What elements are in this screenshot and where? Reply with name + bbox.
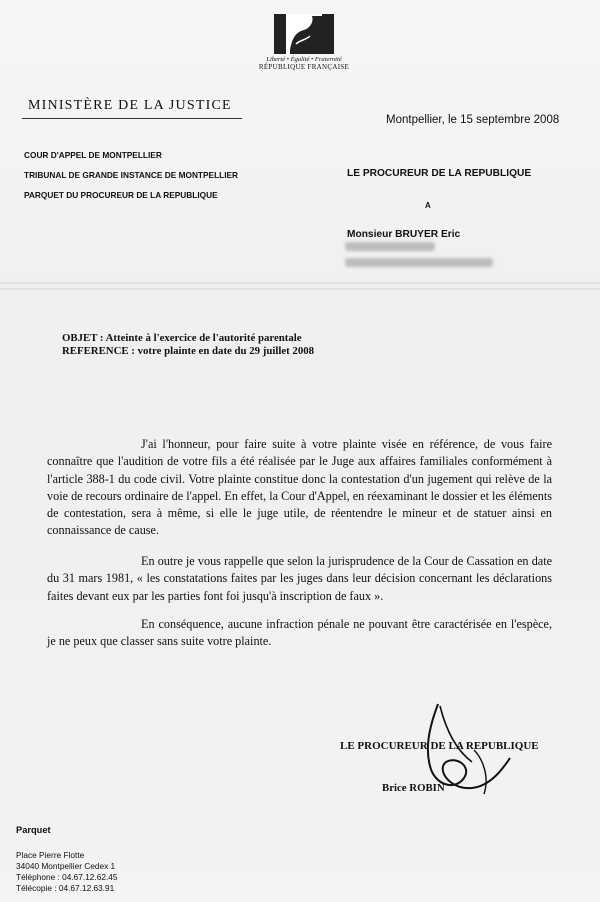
republic-motto: Liberté • Égalité • Fraternité [266, 56, 342, 63]
subject-reference: REFERENCE : votre plainte en date du 29 juillet 2008 [62, 345, 315, 357]
sender-line: PARQUET DU PROCUREUR DE LA REPUBLIQUE [24, 190, 218, 200]
footer-line: 34040 Montpellier Cedex 1 [16, 861, 116, 871]
marianne-icon [274, 14, 334, 54]
scan-artifact [0, 288, 600, 290]
redacted-address [345, 258, 493, 267]
letter-date: Montpellier, le 15 septembre 2008 [386, 114, 560, 126]
footer-line: Téléphone : 04.67.12.62.45 [16, 872, 118, 882]
signatory-name: Brice ROBIN [382, 782, 445, 794]
footer-title: Parquet [16, 825, 51, 835]
ministry-divider [22, 118, 242, 119]
footer-line: Télécopie : 04.67.12.63.91 [16, 883, 115, 893]
ministry-title: MINISTÈRE DE LA JUSTICE [28, 98, 232, 113]
signatory-title: LE PROCUREUR DE LA REPUBLIQUE [340, 740, 539, 752]
paragraph-1 [47, 436, 552, 540]
paragraph-2-text: En outre je vous rappelle que selon la jurisprudence de la Cour de Cassation en date du 31 mars 1981, « les constatations faites par les juges dans leur décision concernant les déclarations faites devant eux par les parties font foi jusqu'à inscription de faux ». [47, 554, 552, 603]
paragraph-3-text: En conséquence, aucune infraction pénale ne pouvant être caractérisée en l'espèce, je ne peux que classer sans suite votre plainte. [47, 617, 552, 649]
redacted-address [345, 242, 435, 251]
scan-artifact [0, 282, 600, 284]
sender-line: TRIBUNAL DE GRANDE INSTANCE DE MONTPELLIER [24, 170, 239, 180]
sender-line: COUR D'APPEL DE MONTPELLIER [24, 150, 162, 160]
subject-objet: OBJET : Atteinte à l'exercice de l'autorité parentale [62, 332, 302, 344]
to-marker: A [425, 201, 431, 210]
footer-line: Place Pierre Flotte [16, 850, 85, 860]
marianne-logo [244, 14, 364, 76]
paragraph-2 [47, 553, 552, 605]
subject-block [62, 332, 314, 358]
addressee-name: Monsieur BRUYER Eric [347, 229, 461, 240]
from-title: LE PROCUREUR DE LA REPUBLIQUE [347, 168, 532, 179]
republique-francaise: RÉPUBLIQUE FRANÇAISE [258, 63, 350, 71]
paragraph-1-text: J'ai l'honneur, pour faire suite à votre plainte visée en référence, de vous faire connaître que l'audition de votre fils a été réalisée par le Juge aux affaires familiales conformément à l'article 388-1 du code civil. Votre plainte constitue donc la contestation d'un jugement qui relève de la voie de recours ordinaire de l'appel. En effet, la Cour d'Appel, en réexaminant le dossier et les éléments de contestation, sera à même, si elle le juge utile, de réentendre le mineur et de statuer ainsi en connaissance de cause. [47, 437, 552, 538]
paragraph-3 [47, 616, 552, 651]
